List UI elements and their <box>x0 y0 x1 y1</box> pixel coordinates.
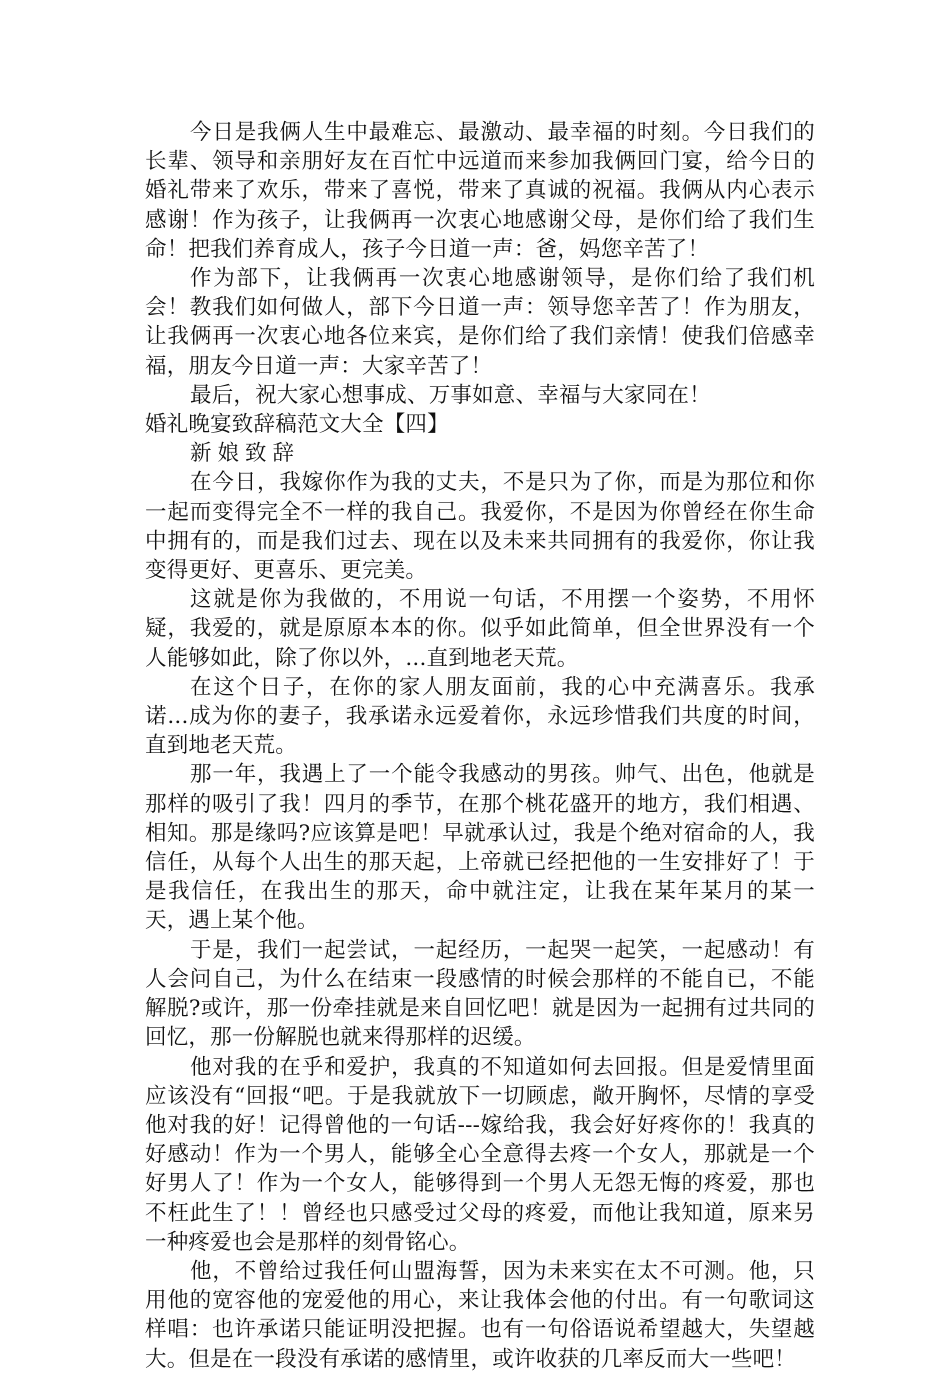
paragraph-8: 在这个日子，在你的家人朋友面前，我的心中充满喜乐。我承诺...成为你的妻子，我承诺永远爱着你，永远珍惜我们共度的时间，直到地老天荒。 <box>145 674 815 759</box>
paragraph-3: 最后，祝大家心想事成、万事如意、幸福与大家同在！ <box>190 382 711 408</box>
document-page <box>145 118 815 1374</box>
paragraph-1: 今日是我俩人生中最难忘、最激动、最幸福的时刻。今日我们的长辈、领导和亲朋好友在百忙中远道而来参加我俩回门宴，给今日的婚礼带来了欢乐，带来了喜悦，带来了真诚的祝福。我俩从内心表示感谢！作为孩子，让我俩再一次衷心地感谢父母，是你们给了我们生命！把我们养育成人，孩子今日道一声：爸，妈您辛苦了！ <box>145 120 815 262</box>
paragraph-7: 这就是你为我做的，不用说一句话，不用摆一个姿势，不用怀疑，我爱的，就是原原本本的你。似乎如此简单，但全世界没有一个人能够如此，除了你以外，...直到地老天荒。 <box>145 587 815 671</box>
paragraph-9: 那一年，我遇上了一个能令我感动的男孩。帅气、出色，他就是那样的吸引了我！四月的季节，在那个桃花盛开的地方，我们相遇、相知。那是缘吗?应该算是吧！早就承认过，我是个绝对宿命的人，我信任，从每个人出生的那天起，上帝就已经把他的一生安排好了！于是我信任，在我出生的那天，命中就注定，让我在某年某月的某一天，遇上某个他。 <box>145 762 815 934</box>
paragraph-11: 他对我的在乎和爱护，我真的不知道如何去回报。但是爱情里面应该没有“回报“吧。于是我就放下一切顾虑，敞开胸怀，尽情的享受他对我的好！记得曾他的一句话---嫁给我，我会好好疼你的！我真的好感动！作为一个男人，能够全心全意得去疼一个女人，那就是一个好男人了！作为一个女人，能够得到一个男人无怨无悔的疼爱，那也不枉此生了！！曾经也只感受过父母的疼爱，而他让我知道，原来另一种疼爱也会是那样的刻骨铭心。 <box>145 1054 815 1255</box>
section-subtitle: 新娘致辞 <box>190 441 301 467</box>
paragraph-2: 作为部下，让我俩再一次衷心地感谢领导，是你们给了我们机会！教我们如何做人，部下今日道一声：领导您辛苦了！作为朋友，让我俩再一次衷心地各位来宾，是你们给了我们亲情！使我们倍感幸福，朋友今日道一声：大家辛苦了！ <box>145 266 815 379</box>
section-title: 婚礼晚宴致辞稿范文大全【四】 <box>145 412 449 438</box>
paragraph-10: 于是，我们一起尝试，一起经历，一起哭一起笑，一起感动！有人会问自己，为什么在结束一段感情的时候会那样的不能自已，不能解脱?或许，那一份牵挂就是来自回忆吧！就是因为一起拥有过共同的回忆，那一份解脱也就来得那样的迟缓。 <box>145 937 815 1051</box>
paragraph-12: 他，不曾给过我任何山盟海誓，因为未来实在太不可测。他，只用他的宽容他的宠爱他的用心，来让我体会他的付出。有一句歌词这样唱：也许承诺只能证明没把握。也有一句俗语说希望越大，失望越大。但是在一段没有承诺的感情里，或许收获的几率反而大一些吧！ <box>145 1258 815 1372</box>
paragraph-6: 在今日，我嫁你作为我的丈夫，不是只为了你，而是为那位和你一起而变得完全不一样的我自己。我爱你，不是因为你曾经在你生命中拥有的，而是我们过去、现在以及未来共同拥有的我爱你，你让我变得更好、更喜乐、更完美。 <box>145 470 815 584</box>
